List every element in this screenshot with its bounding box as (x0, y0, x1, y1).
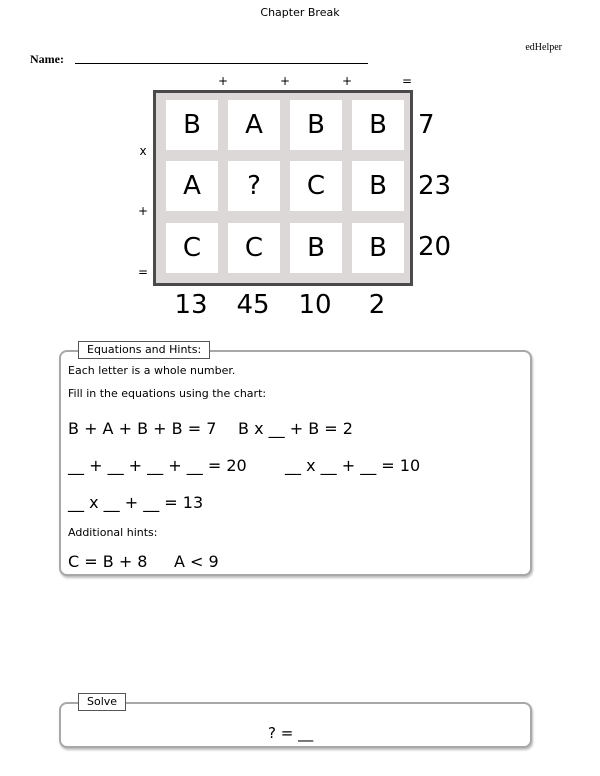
grid-cell: B (352, 100, 404, 150)
hint-text: Fill in the equations using the chart: (68, 387, 267, 400)
grid-cell: C (228, 223, 280, 273)
equation: B x __ + B = 2 (238, 419, 353, 438)
equation: B + A + B + B = 7 (68, 419, 217, 438)
grid-cell: B (290, 223, 342, 273)
column-result: 10 (298, 290, 332, 320)
solve-box-title: Solve (78, 693, 126, 711)
column-result: 45 (236, 290, 270, 320)
name-field-line[interactable] (75, 63, 368, 64)
grid-cell: A (166, 161, 218, 211)
column-result: 2 (368, 290, 386, 320)
grid-cell: B (352, 161, 404, 211)
grid-cell: A (228, 100, 280, 150)
grid-cell: C (290, 161, 342, 211)
row-result: 23 (418, 171, 452, 201)
equation: __ + __ + __ + __ = 20 (68, 456, 247, 475)
top-operator: + (279, 74, 291, 88)
left-operator: x (139, 144, 147, 158)
left-operator: = (137, 265, 149, 279)
hint-equation: C = B + 8 (68, 552, 148, 571)
additional-hints-label: Additional hints: (68, 526, 158, 539)
grid-cell: B (352, 223, 404, 273)
grid-cell: B (166, 100, 218, 150)
top-operator: + (341, 74, 353, 88)
name-label: Name: (30, 52, 64, 66)
grid-cell: B (290, 100, 342, 150)
left-operator: + (137, 204, 149, 218)
top-operator: + (217, 74, 229, 88)
grid-cell: C (166, 223, 218, 273)
puzzle-grid (153, 90, 413, 286)
column-result: 13 (174, 290, 208, 320)
equation: __ x __ + __ = 13 (68, 493, 204, 512)
solve-answer[interactable]: ? = __ (268, 724, 314, 742)
hint-text: Each letter is a whole number. (68, 364, 236, 377)
hint-equation: A < 9 (174, 552, 219, 571)
row-result: 7 (418, 110, 435, 140)
page-title: Chapter Break (260, 6, 340, 19)
brand-label: edHelper (525, 42, 562, 53)
hints-box-title: Equations and Hints: (78, 341, 210, 359)
top-operator: = (401, 74, 413, 88)
grid-cell-unknown: ? (228, 161, 280, 211)
equation: __ x __ + __ = 10 (285, 456, 421, 475)
row-result: 20 (418, 232, 452, 262)
